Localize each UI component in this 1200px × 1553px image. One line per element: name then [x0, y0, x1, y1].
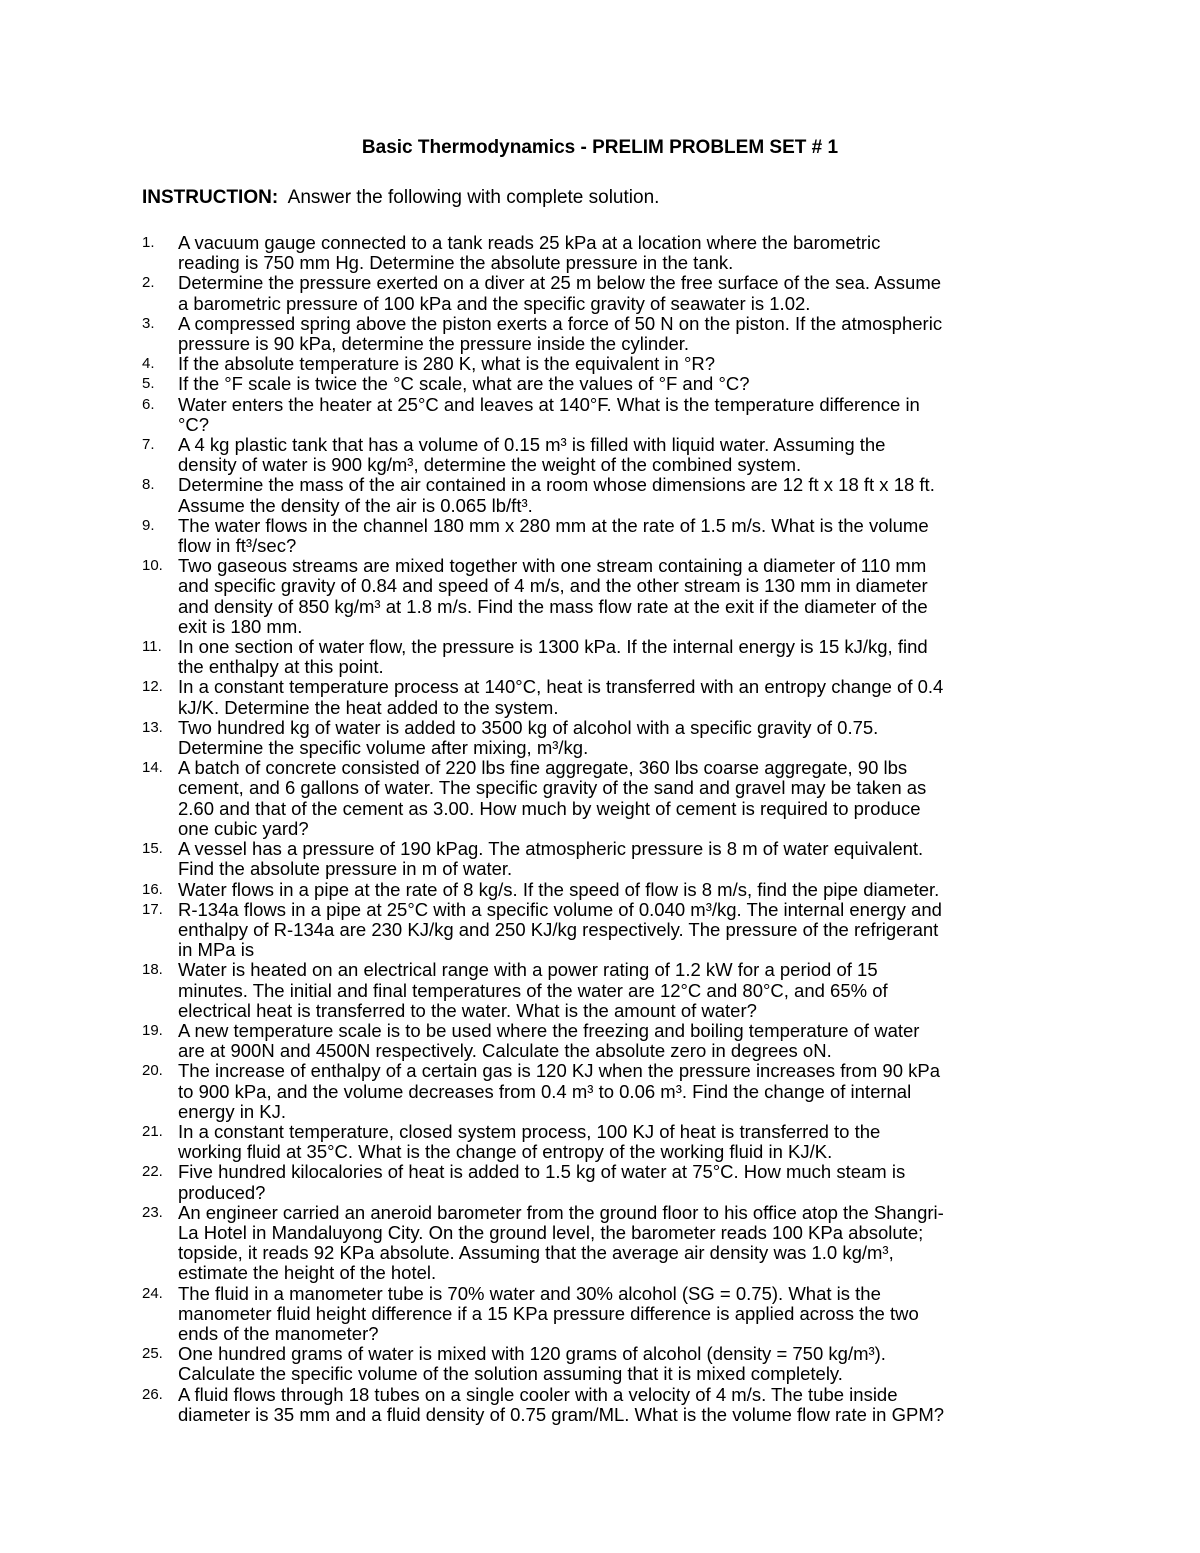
problem-text — [178, 475, 1077, 515]
problem-number: 13. — [142, 718, 163, 736]
problem-line: are at 900N and 4500N respectively. Calculate the absolute zero in degrees oN. — [178, 1040, 832, 1062]
problem-line: ends of the manometer? — [178, 1322, 379, 1344]
problem-line: A vacuum gauge connected to a tank reads 25 kPa at a location where the barometric — [178, 232, 881, 253]
problem-text — [178, 273, 1077, 313]
problem-number: 8. — [142, 476, 155, 494]
problem-text — [178, 839, 1077, 879]
problem-line: in MPa is — [178, 939, 255, 961]
problem-line: In a constant temperature, closed system process, 100 KJ of heat is transferred to the — [178, 1120, 881, 1142]
problem-line: A compressed spring above the piston exerts a force of 50 N on the piston. If the atmospheric — [178, 312, 943, 334]
problem-line: La Hotel in Mandaluyong City. On the ground level, the barometer reads 100 KPa absolute; — [178, 1221, 924, 1243]
problem-text — [178, 1122, 1077, 1162]
problem-line: and specific gravity of 0.84 and speed of 4 m/s, and the other stream is 130 mm in diameter — [178, 575, 928, 597]
problem-item — [142, 839, 1077, 879]
problem-line: working fluid at 35°C. What is the change of entropy of the working fluid in KJ/K. — [178, 1141, 833, 1163]
problem-line: Determine the pressure exerted on a diver at 25 m below the free surface of the sea. Assume — [178, 272, 942, 294]
problem-line: minutes. The initial and final temperatures of the water are 12°C and 80°C, and 65% of — [178, 979, 888, 1001]
problem-number: 7. — [142, 436, 155, 454]
problem-text — [178, 960, 1077, 1021]
problem-line: flow in ft³/sec? — [178, 535, 297, 557]
instruction-label: INSTRUCTION: — [142, 187, 279, 208]
problem-item — [142, 233, 1077, 273]
problem-line: A batch of concrete consisted of 220 lbs fine aggregate, 360 lbs coarse aggregate, 90 lbs — [178, 757, 908, 779]
problem-number: 23. — [142, 1203, 163, 1221]
problem-text — [178, 1162, 1077, 1202]
problem-number: 16. — [142, 880, 163, 898]
problem-item — [142, 1203, 1077, 1284]
problem-line: An engineer carried an aneroid barometer from the ground floor to his office atop the Shangri- — [178, 1201, 944, 1223]
problem-line: diameter is 35 mm and a fluid density of 0.75 gram/ML. What is the volume flow rate in GPM? — [178, 1403, 945, 1425]
problem-line: Determine the specific volume after mixing, m³/kg. — [178, 737, 589, 759]
problem-text — [178, 395, 1077, 435]
problem-text — [178, 435, 1077, 475]
problem-line: 2.60 and that of the cement as 3.00. How much by weight of cement is required to produce — [178, 797, 921, 819]
problem-line: If the absolute temperature is 280 K, what is the equivalent in °R? — [178, 353, 716, 375]
problem-item — [142, 475, 1077, 515]
problem-line: to 900 kPa, and the volume decreases from 0.4 m³ to 0.06 m³. Find the change of internal — [178, 1080, 912, 1102]
page-title: Basic Thermodynamics - PRELIM PROBLEM SET # 1 — [361, 137, 839, 158]
problem-line: Water enters the heater at 25°C and leaves at 140°F. What is the temperature difference in — [178, 393, 920, 415]
problem-line: The fluid in a manometer tube is 70% water and 30% alcohol (SG = 0.75). What is the — [178, 1282, 881, 1304]
problem-number: 20. — [142, 1062, 163, 1080]
problem-number: 5. — [142, 375, 155, 393]
problem-line: Five hundred kilocalories of heat is added to 1.5 kg of water at 75°C. How much steam is — [178, 1161, 906, 1183]
problem-line: Assume the density of the air is 0.065 lb/ft³. — [178, 494, 533, 516]
problem-line: A new temperature scale is to be used where the freezing and boiling temperature of water — [178, 1019, 920, 1041]
problem-line: A 4 kg plastic tank that has a volume of 0.15 m³ is filled with liquid water. Assuming the — [178, 434, 886, 456]
problem-item — [142, 1162, 1077, 1202]
problem-item — [142, 516, 1077, 556]
instruction — [142, 186, 659, 210]
problem-line: °C? — [178, 413, 210, 435]
problem-text — [178, 1021, 1077, 1061]
problem-item — [142, 1122, 1077, 1162]
problem-line: The increase of enthalpy of a certain gas is 120 KJ when the pressure increases from 90 kPa — [178, 1060, 940, 1082]
problem-number: 12. — [142, 678, 163, 696]
problem-line: A vessel has a pressure of 190 kPag. The atmospheric pressure is 8 m of water equivalent. — [178, 838, 924, 860]
problem-line: manometer fluid height difference if a 15 KPa pressure difference is applied across the two — [178, 1302, 919, 1324]
problem-text — [178, 677, 1077, 717]
problem-line: topside, it reads 92 KPa absolute. Assuming that the average air density was 1.0 kg/m³, — [178, 1242, 894, 1264]
problem-number: 2. — [142, 274, 155, 292]
problem-item — [142, 556, 1077, 637]
problem-item — [142, 435, 1077, 475]
problem-line: If the °F scale is twice the °C scale, what are the values of °F and °C? — [178, 373, 750, 395]
problem-line: Determine the mass of the air contained in a room whose dimensions are 12 ft x 18 ft x 18 ft. — [178, 474, 935, 496]
problem-item — [142, 273, 1077, 313]
problem-text — [178, 314, 1077, 354]
problem-number: 1. — [142, 234, 155, 251]
problem-number: 6. — [142, 395, 155, 413]
problem-line: produced? — [178, 1181, 266, 1203]
problem-number: 18. — [142, 961, 163, 979]
problem-line: estimate the height of the hotel. — [178, 1262, 437, 1284]
problem-number: 15. — [142, 840, 163, 858]
problem-item — [142, 900, 1077, 961]
problem-line: pressure is 90 kPa, determine the pressure inside the cylinder. — [178, 333, 690, 355]
problem-number: 3. — [142, 314, 155, 332]
problem-item — [142, 354, 1077, 374]
problem-line: In one section of water flow, the pressure is 1300 kPa. If the internal energy is 15 kJ/kg, find — [178, 636, 928, 658]
problem-line: electrical heat is transferred to the water. What is the amount of water? — [178, 999, 757, 1021]
problem-text — [178, 880, 1077, 900]
problem-text — [178, 516, 1077, 556]
problem-text — [178, 1385, 1077, 1425]
problem-line: Water flows in a pipe at the rate of 8 kg/s. If the speed of flow is 8 m/s, find the pipe diameter. — [178, 878, 940, 900]
problem-item — [142, 314, 1077, 354]
problem-line: exit is 180 mm. — [178, 615, 303, 637]
problem-item — [142, 1061, 1077, 1122]
problem-number: 10. — [142, 557, 163, 575]
problem-item — [142, 1021, 1077, 1061]
instruction-text: Answer the following with complete solution. — [287, 187, 660, 208]
problem-number: 11. — [142, 638, 162, 656]
problem-text — [178, 1061, 1077, 1122]
problem-line: The water flows in the channel 180 mm x 280 mm at the rate of 1.5 m/s. What is the volume — [178, 514, 929, 536]
problem-line: enthalpy of R-134a are 230 KJ/kg and 250 KJ/kg respectively. The pressure of the refrigerant — [178, 918, 939, 940]
problem-number: 4. — [142, 355, 155, 373]
problem-line: Find the absolute pressure in m of water. — [178, 858, 513, 880]
problem-line: cement, and 6 gallons of water. The specific gravity of the sand and gravel may be taken as — [178, 777, 927, 799]
problem-line: one cubic yard? — [178, 817, 309, 839]
problem-line: and density of 850 kg/m³ at 1.8 m/s. Find the mass flow rate at the exit if the diameter of the — [178, 595, 928, 617]
problem-item — [142, 677, 1077, 717]
problem-number: 26. — [142, 1385, 163, 1403]
problem-number: 22. — [142, 1163, 163, 1181]
problem-text — [178, 374, 1077, 394]
problem-item — [142, 1385, 1077, 1425]
problem-line: Calculate the specific volume of the solution assuming that it is mixed completely. — [178, 1363, 843, 1385]
problem-list — [142, 233, 1077, 1425]
problem-item — [142, 1344, 1077, 1384]
problem-item — [142, 880, 1077, 900]
problem-text — [178, 718, 1077, 758]
problem-item — [142, 960, 1077, 1021]
problem-line: kJ/K. Determine the heat added to the system. — [178, 696, 559, 718]
problem-number: 19. — [142, 1021, 163, 1039]
problem-number: 25. — [142, 1345, 163, 1363]
problem-text — [178, 233, 1077, 273]
problem-line: energy in KJ. — [178, 1100, 286, 1122]
problem-number: 24. — [142, 1284, 163, 1302]
problem-text — [178, 354, 1077, 374]
problem-line: R-134a flows in a pipe at 25°C with a specific volume of 0.040 m³/kg. The internal energy and — [178, 898, 942, 920]
problem-text — [178, 758, 1077, 839]
problem-line: density of water is 900 kg/m³, determine the weight of the combined system. — [178, 454, 802, 476]
problem-number: 9. — [142, 516, 155, 534]
problem-line: A fluid flows through 18 tubes on a single cooler with a velocity of 4 m/s. The tube inside — [178, 1383, 898, 1405]
problem-line: Two hundred kg of water is added to 3500 kg of alcohol with a specific gravity of 0.75. — [178, 716, 879, 738]
problem-text — [178, 1203, 1077, 1284]
problem-number: 14. — [142, 759, 163, 777]
problem-text — [178, 1344, 1077, 1384]
problem-line: Two gaseous streams are mixed together with one stream containing a diameter of 110 mm — [178, 555, 927, 577]
problem-text — [178, 556, 1077, 637]
problem-item — [142, 374, 1077, 394]
problem-line: Water is heated on an electrical range with a power rating of 1.2 kW for a period of 15 — [178, 959, 878, 981]
problem-line: a barometric pressure of 100 kPa and the specific gravity of seawater is 1.02. — [178, 292, 811, 314]
problem-text — [178, 637, 1077, 677]
problem-text — [178, 1284, 1077, 1345]
problem-number: 21. — [142, 1122, 163, 1140]
problem-line: the enthalpy at this point. — [178, 656, 384, 678]
problem-line: reading is 750 mm Hg. Determine the absolute pressure in the tank. — [178, 252, 734, 274]
problem-line: One hundred grams of water is mixed with 120 grams of alcohol (density = 750 kg/m³). — [178, 1343, 886, 1365]
problem-item — [142, 758, 1077, 839]
problem-text — [178, 900, 1077, 961]
problem-item — [142, 1284, 1077, 1345]
problem-item — [142, 395, 1077, 435]
problem-line: In a constant temperature process at 140°C, heat is transferred with an entropy change of 0.4 — [178, 676, 944, 698]
problem-item — [142, 718, 1077, 758]
problem-number: 17. — [142, 900, 163, 918]
problem-item — [142, 637, 1077, 677]
